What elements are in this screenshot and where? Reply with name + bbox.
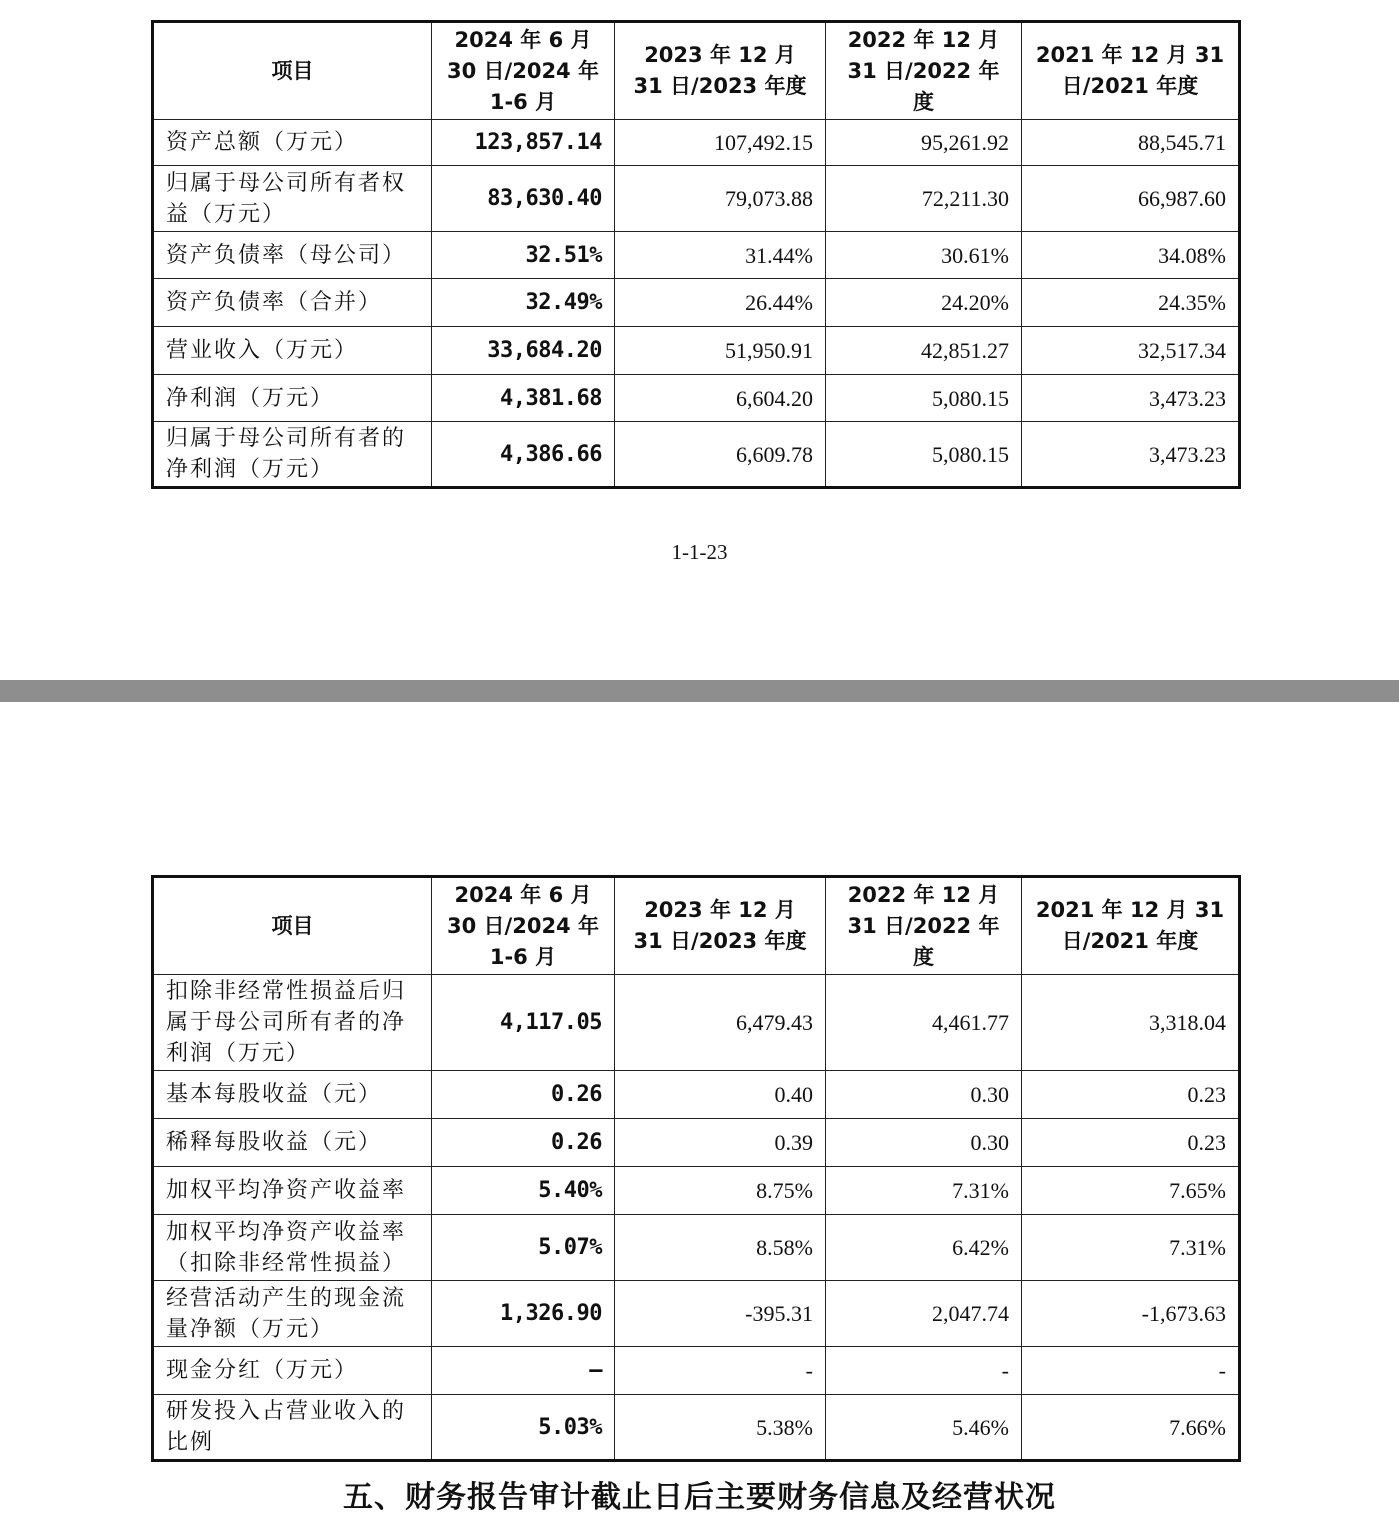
- value-2021: 66,987.60: [1022, 166, 1240, 232]
- value-2024: 4,117.05: [432, 975, 615, 1071]
- table-row: [153, 327, 1240, 375]
- table-row: [153, 120, 1240, 166]
- value-2021: 32,517.34: [1022, 327, 1240, 375]
- row-label: 稀释每股收益（元）: [153, 1119, 432, 1167]
- header-2024: 2024 年 6 月 30 日/2024 年 1-6 月: [432, 877, 615, 975]
- row-label: 营业收入（万元）: [153, 327, 432, 375]
- value-2023: 31.44%: [615, 232, 826, 279]
- value-2021: 3,473.23: [1022, 375, 1240, 422]
- value-2024: 0.26: [432, 1071, 615, 1119]
- value-2024: 5.07%: [432, 1215, 615, 1281]
- value-2022: 5,080.15: [826, 422, 1022, 488]
- row-label: 资产负债率（合并）: [153, 279, 432, 327]
- value-2021: 7.66%: [1022, 1395, 1240, 1461]
- value-2022: 7.31%: [826, 1167, 1022, 1215]
- row-label: 归属于母公司所有者权益（万元）: [153, 166, 432, 232]
- header-2023: 2023 年 12 月 31 日/2023 年度: [615, 877, 826, 975]
- header-2022: 2022 年 12 月 31 日/2022 年度: [826, 22, 1022, 120]
- value-2024: 83,630.40: [432, 166, 615, 232]
- table-row: [153, 1215, 1240, 1281]
- table-row: [153, 279, 1240, 327]
- value-2022: 95,261.92: [826, 120, 1022, 166]
- value-2022: 0.30: [826, 1071, 1022, 1119]
- table-row: [153, 422, 1240, 488]
- value-2024: 4,381.68: [432, 375, 615, 422]
- value-2023: 107,492.15: [615, 120, 826, 166]
- page-divider: [0, 680, 1399, 702]
- value-2023: -: [615, 1347, 826, 1395]
- value-2022: 72,211.30: [826, 166, 1022, 232]
- document-page-top: [0, 0, 1399, 680]
- value-2022: 42,851.27: [826, 327, 1022, 375]
- financial-table-bottom: [151, 875, 1241, 1462]
- value-2023: 8.58%: [615, 1215, 826, 1281]
- financial-table-top: [151, 20, 1241, 489]
- header-2021: 2021 年 12 月 31 日/2021 年度: [1022, 877, 1240, 975]
- value-2021: -1,673.63: [1022, 1281, 1240, 1347]
- value-2024: 0.26: [432, 1119, 615, 1167]
- value-2021: -: [1022, 1347, 1240, 1395]
- value-2023: 6,604.20: [615, 375, 826, 422]
- header-item: 项目: [153, 877, 432, 975]
- value-2023: 0.39: [615, 1119, 826, 1167]
- value-2023: 6,609.78: [615, 422, 826, 488]
- row-label: 加权平均净资产收益率: [153, 1167, 432, 1215]
- page-number: 1-1-23: [671, 540, 728, 564]
- value-2022: -: [826, 1347, 1022, 1395]
- value-2022: 0.30: [826, 1119, 1022, 1167]
- value-2024: 32.51%: [432, 232, 615, 279]
- value-2024: 33,684.20: [432, 327, 615, 375]
- value-2022: 6.42%: [826, 1215, 1022, 1281]
- value-2022: 4,461.77: [826, 975, 1022, 1071]
- value-2021: 0.23: [1022, 1119, 1240, 1167]
- row-label: 扣除非经常性损益后归属于母公司所有者的净利润（万元）: [153, 975, 432, 1071]
- value-2023: 79,073.88: [615, 166, 826, 232]
- table-row: [153, 1281, 1240, 1347]
- value-2023: 8.75%: [615, 1167, 826, 1215]
- table-row: [153, 375, 1240, 422]
- table-row: [153, 1167, 1240, 1215]
- value-2024: 123,857.14: [432, 120, 615, 166]
- value-2024: 4,386.66: [432, 422, 615, 488]
- value-2022: 30.61%: [826, 232, 1022, 279]
- value-2022: 5,080.15: [826, 375, 1022, 422]
- document-page-bottom: [0, 702, 1399, 1540]
- table-header-row: [153, 22, 1240, 120]
- value-2021: 3,318.04: [1022, 975, 1240, 1071]
- value-2023: 6,479.43: [615, 975, 826, 1071]
- table-row: [153, 1347, 1240, 1395]
- value-2024: 1,326.90: [432, 1281, 615, 1347]
- value-2024: 32.49%: [432, 279, 615, 327]
- value-2021: 7.65%: [1022, 1167, 1240, 1215]
- row-label: 净利润（万元）: [153, 375, 432, 422]
- value-2024: –: [432, 1347, 615, 1395]
- value-2023: -395.31: [615, 1281, 826, 1347]
- value-2023: 0.40: [615, 1071, 826, 1119]
- row-label: 现金分红（万元）: [153, 1347, 432, 1395]
- table-row: [153, 1119, 1240, 1167]
- row-label: 加权平均净资产收益率（扣除非经常性损益）: [153, 1215, 432, 1281]
- row-label: 资产负债率（母公司）: [153, 232, 432, 279]
- value-2022: 5.46%: [826, 1395, 1022, 1461]
- table-row: [153, 975, 1240, 1071]
- row-label: 资产总额（万元）: [153, 120, 432, 166]
- value-2021: 3,473.23: [1022, 422, 1240, 488]
- value-2023: 51,950.91: [615, 327, 826, 375]
- header-2023: 2023 年 12 月 31 日/2023 年度: [615, 22, 826, 120]
- value-2023: 5.38%: [615, 1395, 826, 1461]
- table-row: [153, 232, 1240, 279]
- value-2023: 26.44%: [615, 279, 826, 327]
- value-2022: 2,047.74: [826, 1281, 1022, 1347]
- value-2021: 34.08%: [1022, 232, 1240, 279]
- table-row: [153, 1395, 1240, 1461]
- header-item: 项目: [153, 22, 432, 120]
- row-label: 经营活动产生的现金流量净额（万元）: [153, 1281, 432, 1347]
- value-2022: 24.20%: [826, 279, 1022, 327]
- table-header-row: [153, 877, 1240, 975]
- table-row: [153, 1071, 1240, 1119]
- value-2024: 5.40%: [432, 1167, 615, 1215]
- value-2021: 24.35%: [1022, 279, 1240, 327]
- value-2021: 7.31%: [1022, 1215, 1240, 1281]
- header-2022: 2022 年 12 月 31 日/2022 年度: [826, 877, 1022, 975]
- header-2024: 2024 年 6 月 30 日/2024 年 1-6 月: [432, 22, 615, 120]
- row-label: 基本每股收益（元）: [153, 1071, 432, 1119]
- value-2021: 88,545.71: [1022, 120, 1240, 166]
- table-row: [153, 166, 1240, 232]
- row-label: 归属于母公司所有者的净利润（万元）: [153, 422, 432, 488]
- section-heading: 五、财务报告审计截止日后主要财务信息及经营状况: [343, 1480, 1056, 1515]
- value-2024: 5.03%: [432, 1395, 615, 1461]
- value-2021: 0.23: [1022, 1071, 1240, 1119]
- row-label: 研发投入占营业收入的比例: [153, 1395, 432, 1461]
- header-2021: 2021 年 12 月 31 日/2021 年度: [1022, 22, 1240, 120]
